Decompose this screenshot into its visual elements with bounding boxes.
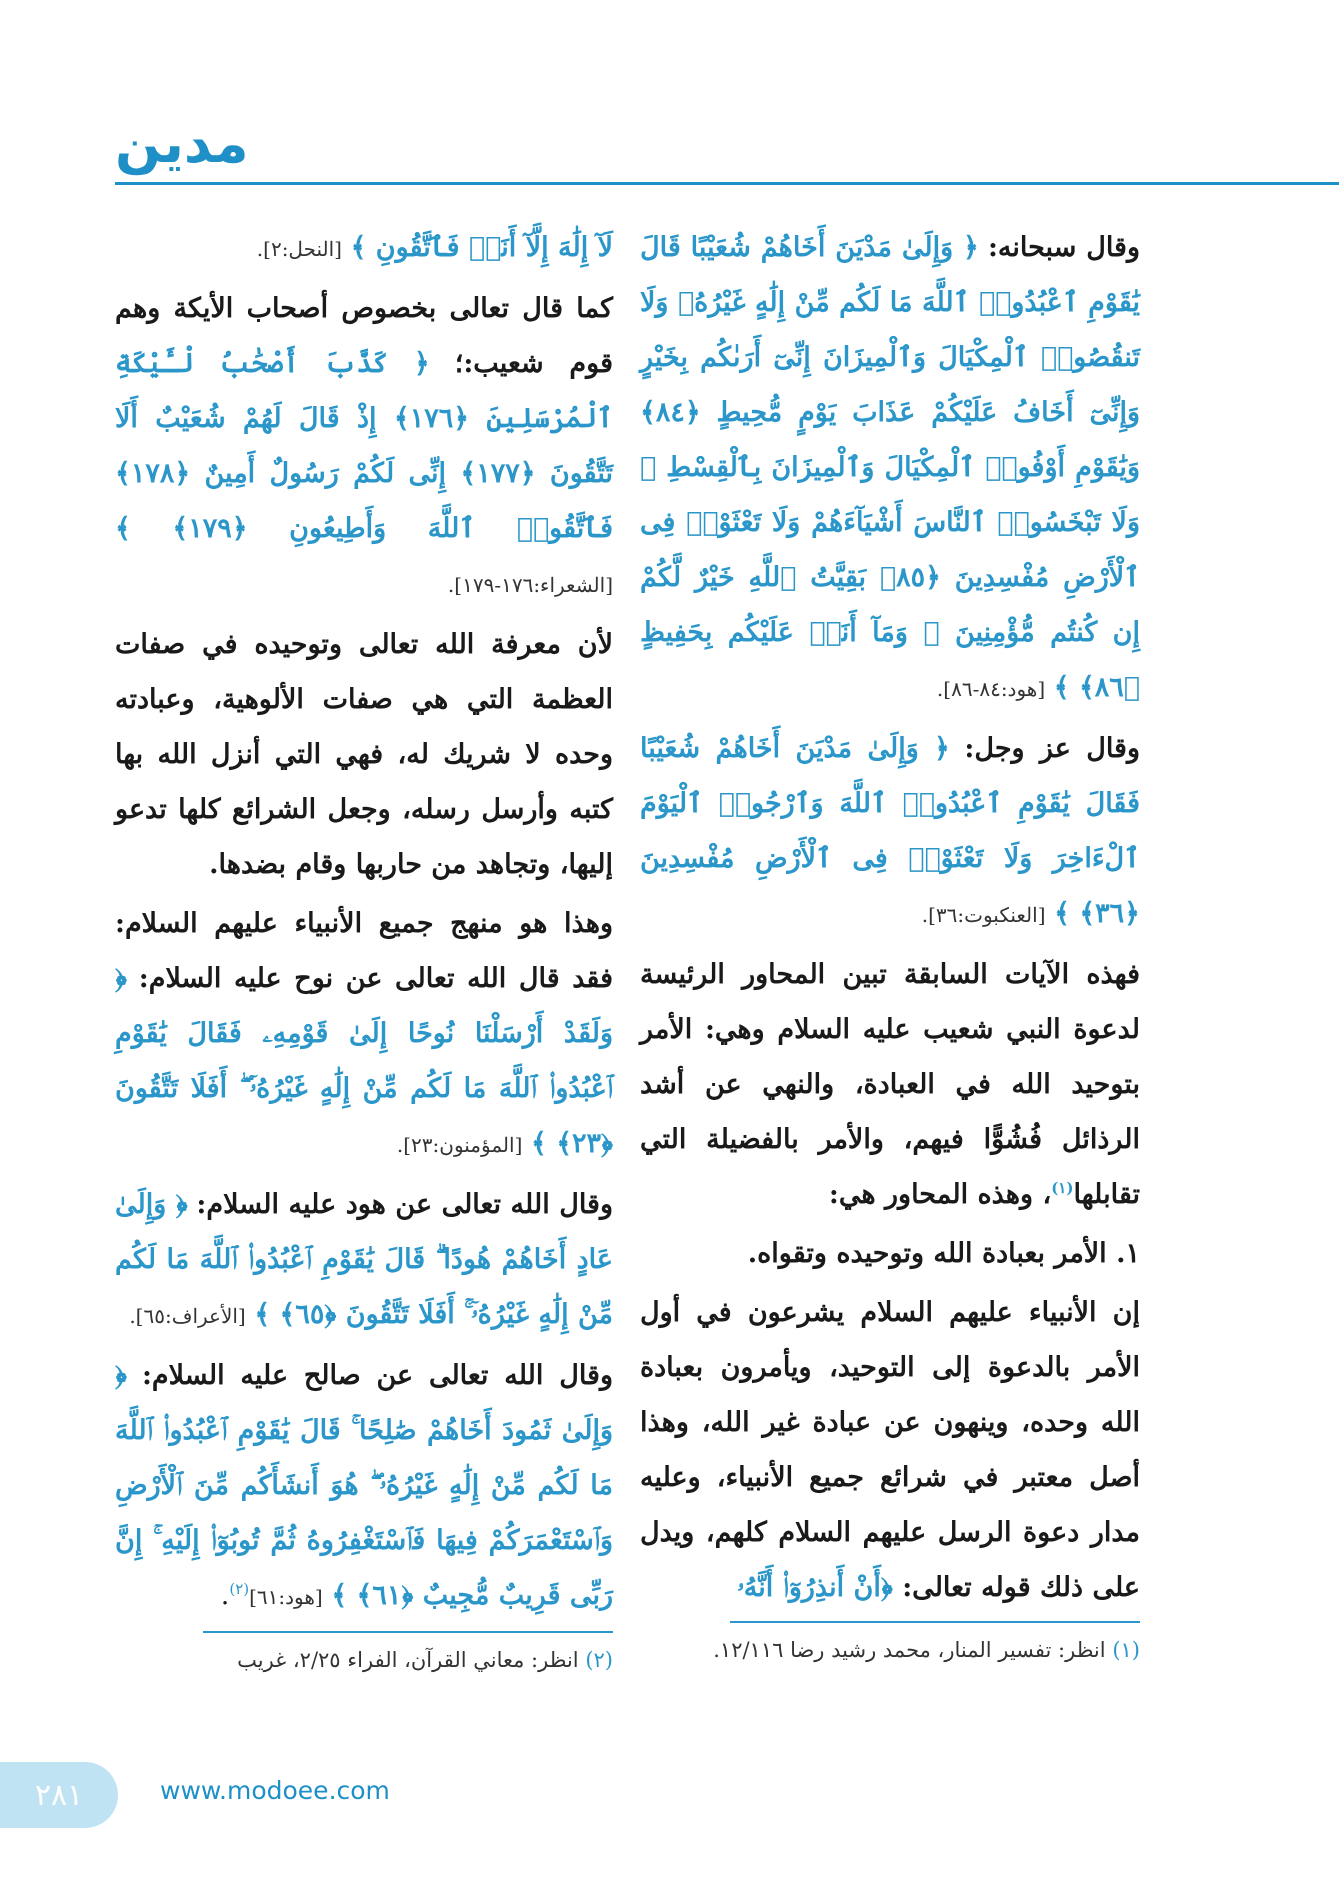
quran-verse: ﴿ وَلَقَدْ أَرْسَلْنَا نُوحًا إِلَىٰ قَوْمِهِۦ فَقَالَ يَٰقَوْمِ ٱعْبُدُوا۟ ٱللَّهَ مَا لَكُم مِّنْ إِلَٰهٍ غَيْرُهُۥٓ ۖ أَفَلَا تَتَّقُونَ ﴿٢٣﴾ ﴾ xyxy=(115,963,613,1159)
quran-verse: ﴿أَنْ أَنذِرُوٓا۟ أَنَّهُۥ xyxy=(737,1572,893,1603)
quran-verse: ﴿ وَإِلَىٰ ثَمُودَ أَخَاهُمْ صَٰلِحًا ۚ قَالَ يَٰقَوْمِ ٱعْبُدُوا۟ ٱللَّهَ مَا لَكُم مِّنْ إِلَٰهٍ غَيْرُهُۥ ۖ هُوَ أَنشَأَكُم مِّنَ ٱلْأَرْضِ وَٱسْتَعْمَرَكُمْ فِيهَا فَٱسْتَغْفِرُوهُ ثُمَّ تُوبُوٓا۟ إِلَيْهِ ۚ إِنَّ رَبِّى قَرِيبٌ مُّجِيبٌ ﴿٦١﴾ ﴾ xyxy=(115,1360,613,1611)
footnote xyxy=(115,1643,613,1677)
intro-text: وقال سبحانه: xyxy=(987,232,1141,263)
verse-reference: [هود:٦١] xyxy=(249,1585,323,1609)
header-divider xyxy=(115,182,1339,185)
paragraph-summary xyxy=(640,947,1140,1222)
paragraph-hud xyxy=(640,220,1140,717)
body-text: ، وهذه المحاور هي: xyxy=(828,1179,1052,1210)
intro-text: وقال عز وجل: xyxy=(964,733,1140,764)
left-column xyxy=(115,220,613,1677)
paragraph-prophets xyxy=(640,1285,1140,1615)
footnote xyxy=(640,1633,1140,1667)
quran-verse: ﴿ وَإِلَىٰ عَادٍ أَخَاهُمْ هُودًا ۗ قَالَ يَٰقَوْمِ ٱعْبُدُوا۟ ٱللَّهَ مَا لَكُم مِّنْ إِلَٰهٍ غَيْرُهُۥٓ ۚ أَفَلَا تَتَّقُونَ ﴿٦٥﴾ ﴾ xyxy=(115,1189,613,1330)
paragraph-hud-prophet xyxy=(115,1177,613,1344)
footnote-text: انظر: تفسير المنار، محمد رشيد رضا ١٢/١١٦. xyxy=(713,1638,1106,1662)
page-title: مدين xyxy=(115,112,249,175)
footnote-marker[interactable]: (٢) xyxy=(229,1580,250,1598)
footnote-text: انظر: معاني القرآن، الفراء ٢/٢٥، غريب xyxy=(237,1648,579,1672)
footnote-divider xyxy=(203,1631,613,1633)
footnote-number: (١) xyxy=(1112,1638,1140,1662)
paragraph-ankabut xyxy=(640,721,1140,943)
page-number-badge xyxy=(0,1762,118,1828)
intro-text: وقال الله تعالى عن صالح عليه السلام: xyxy=(141,1360,613,1391)
quran-verse: ﴿ وَإِلَىٰ مَدْيَنَ أَخَاهُمْ شُعَيْبًا قَالَ يَٰقَوْمِ ٱعْبُدُوا۟ ٱللَّهَ مَا لَكُم مِّنْ إِلَٰهٍ غَيْرُهُۥ وَلَا تَنقُصُوا۟ ٱلْمِكْيَالَ وَٱلْمِيزَانَ إِنِّىٓ أَرَىٰكُم بِخَيْرٍ وَإِنِّىٓ أَخَافُ عَلَيْكُمْ عَذَابَ يَوْمٍ مُّحِيطٍ ﴿٨٤﴾ وَيَٰقَوْمِ أَوْفُوا۟ ٱلْمِكْيَالَ وَٱلْمِيزَانَ بِٱلْقِسْطِ ۖ وَلَا تَبْخَسُوا۟ ٱلنَّاسَ أَشْيَآءَهُمْ وَلَا تَعْثَوْا۟ فِى ٱلْأَرْضِ مُفْسِدِينَ ﴿٨٥﴾ بَقِيَّتُ ٱللَّهِ خَيْرٌ لَّكُمْ إِن كُنتُم مُّؤْمِنِينَ ۚ وَمَآ أَنَا۠ عَلَيْكُم بِحَفِيظٍ ﴿٨٦﴾ ﴾ xyxy=(640,232,1141,703)
website-link[interactable]: www.modoee.com xyxy=(160,1776,390,1805)
paragraph-nahl xyxy=(115,220,613,277)
paragraph-nuh xyxy=(115,896,613,1173)
page-number: ٢٨١ xyxy=(34,1777,84,1813)
section-heading: ١. الأمر بعبادة الله وتوحيده وتقواه. xyxy=(747,1238,1140,1269)
body-text: إن الأنبياء عليهم السلام يشرعون في أول الأمر بالدعوة إلى التوحيد، ويأمرون بعبادة الله وحده، وينهون عن عبادة غير الله، وهذا أصل معتبر في شرائع جميع الأنبياء، وعليه مدار دعوة الرسل عليهم السلام كلهم، ويدل على ذلك قوله تعالى: xyxy=(640,1297,1140,1603)
footnote-number: (٢) xyxy=(585,1648,613,1672)
paragraph-tawhid: لأن معرفة الله تعالى وتوحيده في صفات العظمة التي هي صفات الألوهية، وعبادته وحده لا شريك له، فهي التي أنزل الله بها كتبه وأرسل رسله، وجعل الشرائع كلها تدعو إليها، وتجاهد من حاربها وقام بضدها. xyxy=(115,629,613,880)
quran-verse: ﴿ وَإِلَىٰ مَدْيَنَ أَخَاهُمْ شُعَيْبًا فَقَالَ يَٰقَوْمِ ٱعْبُدُوا۟ ٱللَّهَ وَٱرْجُوا۟ ٱلْيَوْمَ ٱلْءَاخِرَ وَلَا تَعْثَوْا۟ فِى ٱلْأَرْضِ مُفْسِدِينَ ﴿٣٦﴾ ﴾ xyxy=(640,733,1140,929)
paragraph-aykah xyxy=(115,281,613,613)
footnote-divider xyxy=(730,1621,1140,1623)
punctuation: . xyxy=(220,1580,230,1611)
verse-reference: [العنكبوت:٣٦]. xyxy=(921,903,1046,927)
paragraph-salih xyxy=(115,1348,613,1625)
right-column xyxy=(640,220,1140,1667)
verse-reference: [هود:٨٤-٨٦]. xyxy=(936,677,1046,701)
verse-reference: [الشعراء:١٧٦-١٧٩]. xyxy=(447,573,613,597)
quran-verse: لَآ إِلَٰهَ إِلَّآ أَنَا۠ فَٱتَّقُونِ ﴾ xyxy=(350,232,613,263)
body-text: فهذه الآيات السابقة تبين المحاور الرئيسة لدعوة النبي شعيب عليه السلام وهي: الأمر بتوحيد الله في العبادة، والنهي عن أشد الرذائل فُشُوًّا فيهم، والأمر بالفضيلة التي تقابلها xyxy=(640,959,1140,1210)
intro-text: وهذا هو منهج جميع الأنبياء عليهم السلام: فقد قال الله تعالى عن نوح عليه السلام: xyxy=(115,908,613,994)
intro-text: كما قال تعالى بخصوص أصحاب الأيكة وهم قوم شعيب:؛ xyxy=(115,293,613,379)
verse-reference: [الأعراف:٦٥]. xyxy=(129,1304,246,1328)
intro-text: وقال الله تعالى عن هود عليه السلام: xyxy=(196,1189,613,1220)
verse-reference: [النحل:٢]. xyxy=(256,237,342,261)
footnote-marker[interactable]: (١) xyxy=(1051,1179,1074,1197)
quran-verse: ﴿ كَذَّبَ أَصْحَٰبُ لْـَٔيْكَةِ ٱلْمُرْسَلِينَ ﴿١٧٦﴾ إِذْ قَالَ لَهُمْ شُعَيْبٌ أَلَا تَتَّقُونَ ﴿١٧٧﴾ إِنِّى لَكُمْ رَسُولٌ أَمِينٌ ﴿١٧٨﴾ فَٱتَّقُوا۟ ٱللَّهَ وَأَطِيعُونِ ﴿١٧٩﴾ ﴾ xyxy=(115,348,614,544)
verse-reference: [المؤمنون:٢٣]. xyxy=(396,1133,523,1157)
